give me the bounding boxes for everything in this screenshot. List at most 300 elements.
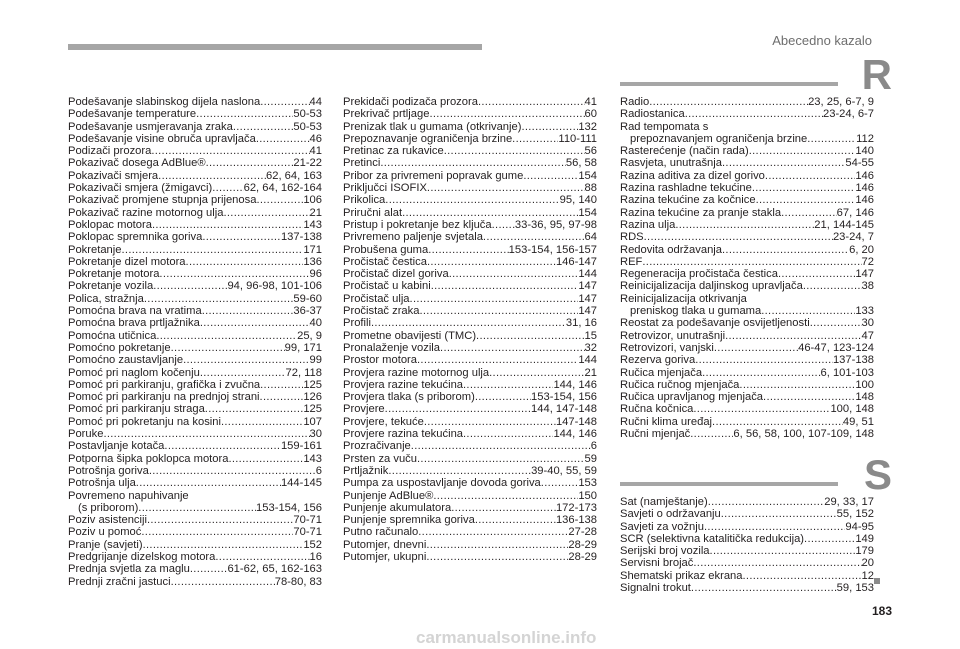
index-term: Punjenje AdBlue® <box>343 489 434 502</box>
index-pages: 25, 9 <box>297 329 322 342</box>
index-term: Priručni alat <box>343 206 403 219</box>
index-entry <box>68 576 322 588</box>
index-entry <box>620 570 874 582</box>
index-entry <box>343 342 597 354</box>
dot-leader <box>426 551 568 563</box>
index-entry <box>68 219 322 231</box>
index-entry <box>620 145 874 157</box>
index-pages: 112 <box>856 132 874 145</box>
index-term: Pokretanje <box>68 243 122 256</box>
index-term: Pročistač čestica <box>343 255 427 268</box>
index-term: Putno računalo <box>343 526 419 539</box>
index-pages: 136-138 <box>555 514 597 527</box>
index-term: Pokazivači smjera <box>68 169 159 182</box>
dot-leader <box>417 453 585 465</box>
index-pages: 6 <box>590 440 597 453</box>
index-term: Rasvjeta, unutrašnja <box>620 157 722 170</box>
index-term: Prikolica <box>343 194 386 207</box>
index-term: prepoznavanjem ograničenja brzine <box>630 132 808 145</box>
index-pages: 30 <box>309 428 322 441</box>
index-entry <box>68 391 322 403</box>
index-term: Pokretanje vozila <box>68 280 154 293</box>
index-pages: 99 <box>309 354 322 367</box>
index-term: Pomoć pri parkiranju na prednjoj strani <box>68 391 260 404</box>
index-pages: 72 <box>861 255 874 268</box>
section-title: Abecedno kazalo <box>772 33 872 48</box>
index-pages: 96 <box>309 268 322 281</box>
index-pages: 172-173 <box>555 501 597 514</box>
index-term: Sat (namještanje) <box>620 496 708 508</box>
index-entry <box>68 416 322 428</box>
index-pages: 94-95 <box>845 520 874 533</box>
index-entry <box>68 342 322 354</box>
index-pages: 41 <box>309 145 322 158</box>
index-entry <box>620 428 874 440</box>
dot-leader <box>691 582 837 594</box>
index-entry <box>343 96 597 108</box>
index-term: SCR (selektivna katalitička redukcija) <box>620 532 805 545</box>
index-pages: 148 <box>855 391 874 404</box>
index-entry <box>343 194 597 206</box>
index-pages: 41 <box>584 96 597 108</box>
index-term: Putomjer, dnevni <box>343 538 427 551</box>
index-entry <box>620 416 874 428</box>
index-pages: 99, 171 <box>284 341 322 354</box>
index-entry <box>620 533 874 545</box>
index-term: Pomoćno pokretanje <box>68 341 171 354</box>
index-term: Servisni brojač <box>620 557 694 570</box>
dot-leader <box>371 317 566 329</box>
index-pages: 56, 58 <box>565 157 597 170</box>
dot-leader <box>476 330 585 342</box>
index-term: Podešavanje visine obruča upravljača <box>68 132 256 145</box>
dot-leader <box>431 280 579 292</box>
dot-leader <box>475 514 556 526</box>
index-term: REF <box>620 255 643 268</box>
index-term: Prekrivač prtljage <box>343 108 430 121</box>
dot-leader <box>756 194 856 206</box>
dot-leader <box>523 170 578 182</box>
index-entry <box>620 219 874 231</box>
dot-leader <box>215 551 309 563</box>
index-entry <box>343 477 597 489</box>
index-term: Poziv u pomoć <box>68 526 142 539</box>
dot-leader <box>433 490 578 502</box>
dot-leader <box>424 416 556 428</box>
dot-leader <box>475 391 531 403</box>
dot-leader <box>778 268 855 280</box>
dot-leader <box>418 526 568 538</box>
index-pages: 49, 51 <box>842 415 874 428</box>
index-entry <box>343 551 597 563</box>
index-term: Ručica mjenjača <box>620 366 703 379</box>
letter-s: S <box>863 451 892 498</box>
index-pages: 100 <box>855 378 874 391</box>
index-pages: 15 <box>584 329 597 342</box>
index-entry <box>343 268 597 280</box>
dot-leader <box>429 108 584 120</box>
index-term: Podešavanje usmjeravanja zraka <box>68 120 233 133</box>
dot-leader <box>143 539 304 551</box>
dot-leader <box>103 428 309 440</box>
index-pages: 146 <box>855 194 874 207</box>
index-entry <box>620 256 874 268</box>
index-pages: 32 <box>584 341 597 354</box>
dot-leader <box>411 440 591 452</box>
index-term: Provjere, tekuće <box>343 415 424 428</box>
index-pages: 153-154, 156-157 <box>508 243 597 256</box>
index-entry <box>343 490 597 502</box>
dot-leader <box>440 342 585 354</box>
index-entry <box>68 121 322 133</box>
index-term: Pomoćno zaustavljanje <box>68 354 184 367</box>
index-entry <box>620 496 874 508</box>
index-entry <box>68 305 322 317</box>
dot-leader <box>708 496 825 508</box>
index-pages: 21-22 <box>293 157 322 170</box>
letter-s-rule <box>620 482 838 486</box>
index-term: Ručni klima uređaj <box>620 415 713 428</box>
dot-leader <box>804 533 855 545</box>
dot-leader <box>426 539 568 551</box>
index-entry <box>620 280 874 292</box>
index-entry <box>620 268 874 280</box>
index-entry <box>620 244 874 256</box>
index-pages: 146-147 <box>555 255 597 268</box>
dot-leader <box>200 317 310 329</box>
dot-leader <box>807 133 856 145</box>
dot-leader <box>712 416 843 428</box>
index-pages: 61-62, 65, 162-163 <box>227 563 322 576</box>
index-pages: 106 <box>303 194 322 207</box>
dot-leader <box>512 133 558 145</box>
index-term: Poklopac spremnika goriva <box>68 231 203 244</box>
dot-leader <box>675 219 814 231</box>
index-entry <box>68 244 322 256</box>
index-pages: 147-148 <box>555 415 597 428</box>
index-pages: 6 <box>315 464 322 477</box>
index-entry <box>620 133 874 145</box>
letter-r: R <box>861 51 892 98</box>
dot-leader <box>428 244 508 256</box>
index-entry <box>343 133 597 145</box>
index-term: Pomoćna utičnica <box>68 329 157 342</box>
index-pages: 62, 64, 163 <box>266 169 322 182</box>
index-term: Profili <box>343 317 371 330</box>
index-entry <box>343 440 597 452</box>
index-entry <box>343 391 597 403</box>
index-pages: 126 <box>303 391 322 404</box>
page-bullet <box>874 578 880 584</box>
index-pages: 44 <box>309 96 322 108</box>
index-term: Pristup i pokretanje bez ključa <box>343 218 492 231</box>
index-pages: 137-138 <box>832 354 874 367</box>
index-pages: 62, 64, 162-164 <box>243 182 322 195</box>
index-pages: 159-161 <box>280 440 322 453</box>
index-pages: 29, 33, 17 <box>824 496 874 508</box>
index-entry <box>68 379 322 391</box>
dot-leader <box>196 108 293 120</box>
index-term: Shematski prikaz ekrana <box>620 569 743 582</box>
index-term: Prednji zračni jastuci <box>68 575 171 588</box>
dot-leader <box>649 96 808 108</box>
dot-leader <box>444 145 585 157</box>
index-term: Razina ulja <box>620 218 676 231</box>
dot-leader <box>205 403 304 415</box>
index-pages: 23, 25, 6-7, 9 <box>808 96 874 108</box>
index-column-4 <box>620 496 874 594</box>
index-term: Pokazivač razine motornog ulja <box>68 206 224 219</box>
index-term: Poziv asistenciji <box>68 514 147 527</box>
index-entry <box>620 108 874 120</box>
index-pages: 154 <box>578 169 597 182</box>
dot-leader <box>427 256 556 268</box>
index-entry <box>68 280 322 292</box>
index-pages: 23-24, 6-7 <box>823 108 874 121</box>
index-entry <box>68 256 322 268</box>
index-entry <box>343 157 597 169</box>
dot-leader <box>152 219 303 231</box>
dot-leader <box>260 96 309 108</box>
index-pages: 154 <box>578 206 597 219</box>
index-entry <box>343 502 597 514</box>
index-entry <box>620 330 874 342</box>
index-term: Putomjer, ukupni <box>343 550 427 563</box>
dot-leader <box>710 545 856 557</box>
index-term: Punjenje akumulatora <box>343 501 452 514</box>
index-entry <box>620 367 874 379</box>
dot-leader <box>149 465 316 477</box>
index-pages: 144 <box>578 268 597 281</box>
index-pages: 147 <box>578 292 597 305</box>
dot-leader <box>463 379 553 391</box>
dot-leader <box>721 508 837 520</box>
top-bar <box>68 44 482 50</box>
watermark: carmanualsonline.info <box>416 628 597 647</box>
dot-leader <box>153 280 227 292</box>
index-entry <box>620 121 874 133</box>
index-entry <box>620 379 874 391</box>
index-entry <box>68 330 322 342</box>
index-pages: 100, 148 <box>830 403 874 416</box>
dot-leader <box>141 526 293 538</box>
index-term: Pokretanje dizel motora <box>68 255 186 268</box>
index-pages: 6, 56, 58, 100, 107-109, 148 <box>733 428 874 441</box>
index-entry <box>620 293 874 305</box>
index-term: Polica, stražnja <box>68 292 144 305</box>
index-entry <box>343 305 597 317</box>
index-column-1 <box>68 96 322 588</box>
dot-leader <box>402 207 578 219</box>
page-number: 183 <box>872 604 893 618</box>
dot-leader <box>159 268 309 280</box>
dot-leader <box>202 305 294 317</box>
index-pages: 59 <box>584 452 597 465</box>
index-term: Ručna kočnica <box>620 403 694 416</box>
index-pages: 146 <box>855 182 874 195</box>
index-term: Pomoćna brava na vratima <box>68 305 202 318</box>
dot-leader <box>478 96 585 108</box>
dot-leader <box>644 231 833 243</box>
dot-leader <box>489 367 584 379</box>
dot-leader <box>223 207 309 219</box>
index-pages: 146 <box>855 169 874 182</box>
index-entry <box>68 231 322 243</box>
index-pages: 144, 146 <box>553 378 597 391</box>
dot-leader <box>763 391 855 403</box>
index-term: Prozračivanje <box>343 440 411 453</box>
index-term: Provjera razine tekućina <box>343 378 464 391</box>
index-pages: 125 <box>303 403 322 416</box>
index-entry <box>68 367 322 379</box>
index-entry <box>68 157 322 169</box>
dot-leader <box>385 194 559 206</box>
index-pages: 16 <box>309 550 322 563</box>
index-term: Pumpa za uspostavljanje dovoda goriva <box>343 477 541 490</box>
dot-leader <box>722 157 845 169</box>
index-entry <box>343 207 597 219</box>
index-entry <box>343 379 597 391</box>
dot-leader <box>685 108 823 120</box>
dot-leader <box>158 170 266 182</box>
index-pages: 21 <box>584 366 597 379</box>
index-pages: 64 <box>584 231 597 244</box>
index-entry <box>68 477 322 489</box>
dot-leader <box>451 502 556 514</box>
index-entry <box>343 317 597 329</box>
index-term: Savjeti o održavanju <box>620 508 721 521</box>
index-entry <box>68 465 322 477</box>
index-pages: 50-53 <box>293 108 322 121</box>
index-entry <box>620 96 874 108</box>
index-pages: 171 <box>303 243 322 256</box>
dot-leader <box>233 121 294 133</box>
index-term: Prtljažnik <box>343 464 389 477</box>
dot-leader <box>260 391 304 403</box>
index-entry <box>343 121 597 133</box>
dot-leader <box>749 145 856 157</box>
dot-leader <box>380 157 566 169</box>
index-term: Rad tempomata s <box>620 120 709 133</box>
index-term: Provjere razina tekućina <box>343 428 464 441</box>
dot-leader <box>463 428 553 440</box>
index-pages: 179 <box>855 545 874 558</box>
index-entry <box>68 194 322 206</box>
index-entry <box>620 157 874 169</box>
index-entry <box>620 305 874 317</box>
index-entry <box>343 231 597 243</box>
index-entry <box>343 330 597 342</box>
dot-leader <box>810 317 862 329</box>
dot-leader <box>147 514 293 526</box>
index-term: Podizači prozora <box>68 145 152 158</box>
dot-leader <box>803 280 862 292</box>
index-pages: 94, 96-98, 101-106 <box>227 280 322 293</box>
index-entry <box>620 391 874 403</box>
dot-leader <box>221 416 303 428</box>
index-entry <box>68 551 322 563</box>
index-term: Radiostanica <box>620 108 685 121</box>
index-pages: 27-28 <box>568 526 597 539</box>
index-term: Serijski broj vozila <box>620 545 710 558</box>
index-pages: 31, 16 <box>565 317 597 330</box>
index-entry <box>68 563 322 575</box>
index-entry <box>620 317 874 329</box>
index-pages: 6, 101-103 <box>820 366 874 379</box>
index-pages: 70-71 <box>293 526 322 539</box>
dot-leader <box>761 305 855 317</box>
index-term: Potrošnja ulja <box>68 477 136 490</box>
dot-leader <box>752 182 855 194</box>
index-term: Pokazivači smjera (žmigavci) <box>68 182 213 195</box>
index-term: Postavljanje kotača <box>68 440 165 453</box>
dot-leader <box>541 477 579 489</box>
index-entry <box>620 354 874 366</box>
dot-leader <box>417 354 578 366</box>
index-term: Rezerva goriva <box>620 354 696 367</box>
dot-leader <box>388 465 531 477</box>
index-term: Pretinci <box>343 157 381 170</box>
index-pages: 21, 144-145 <box>814 218 874 231</box>
index-entry <box>68 514 322 526</box>
index-entry <box>68 440 322 452</box>
index-pages: 56 <box>584 145 597 158</box>
dot-leader <box>138 502 256 514</box>
dot-leader <box>260 379 303 391</box>
index-term: Pročistač u kabini <box>343 280 431 293</box>
dot-leader <box>693 557 861 569</box>
index-term: Pokretanje motora <box>68 268 160 281</box>
dot-leader <box>144 293 294 305</box>
index-pages: 46-47, 123-124 <box>798 341 874 354</box>
index-term: Razina rashladne tekućine <box>620 182 752 195</box>
index-pages: 110-111 <box>558 132 597 145</box>
index-term: Poklopac motora <box>68 218 152 231</box>
index-term: Prekidači podizača prozora <box>343 96 478 108</box>
index-entry <box>68 293 322 305</box>
index-pages: 38 <box>861 280 874 293</box>
index-column-2 <box>343 96 597 563</box>
index-term: Privremeno paljenje svjetala <box>343 231 483 244</box>
index-term: Provjere <box>343 403 385 416</box>
dot-leader <box>171 576 275 588</box>
dot-leader <box>385 403 531 415</box>
index-entry <box>620 170 874 182</box>
dot-leader <box>492 219 515 231</box>
dot-leader <box>725 330 861 342</box>
index-pages: 54-55 <box>845 157 874 170</box>
index-pages: 46 <box>309 132 322 145</box>
index-entry <box>68 96 322 108</box>
index-term: Pomoć pri parkiranju straga <box>68 403 205 416</box>
index-entry <box>68 182 322 194</box>
index-entry <box>620 557 874 569</box>
index-term: (s priborom) <box>78 501 139 514</box>
index-term: Pokazivač dosega AdBlue® <box>68 157 206 170</box>
index-entry <box>343 354 597 366</box>
index-pages: 78-80, 83 <box>274 575 322 588</box>
dot-leader <box>256 133 310 145</box>
index-entry <box>343 367 597 379</box>
index-pages: 33-36, 95, 97-98 <box>514 218 597 231</box>
dot-leader <box>521 121 578 133</box>
letter-s-block <box>620 451 892 498</box>
index-term: Potrošnja goriva <box>68 464 149 477</box>
index-entry <box>68 354 322 366</box>
dot-leader <box>427 182 585 194</box>
index-term: Pomoć pri parkiranju, grafička i zvučna <box>68 378 261 391</box>
index-entry <box>68 268 322 280</box>
